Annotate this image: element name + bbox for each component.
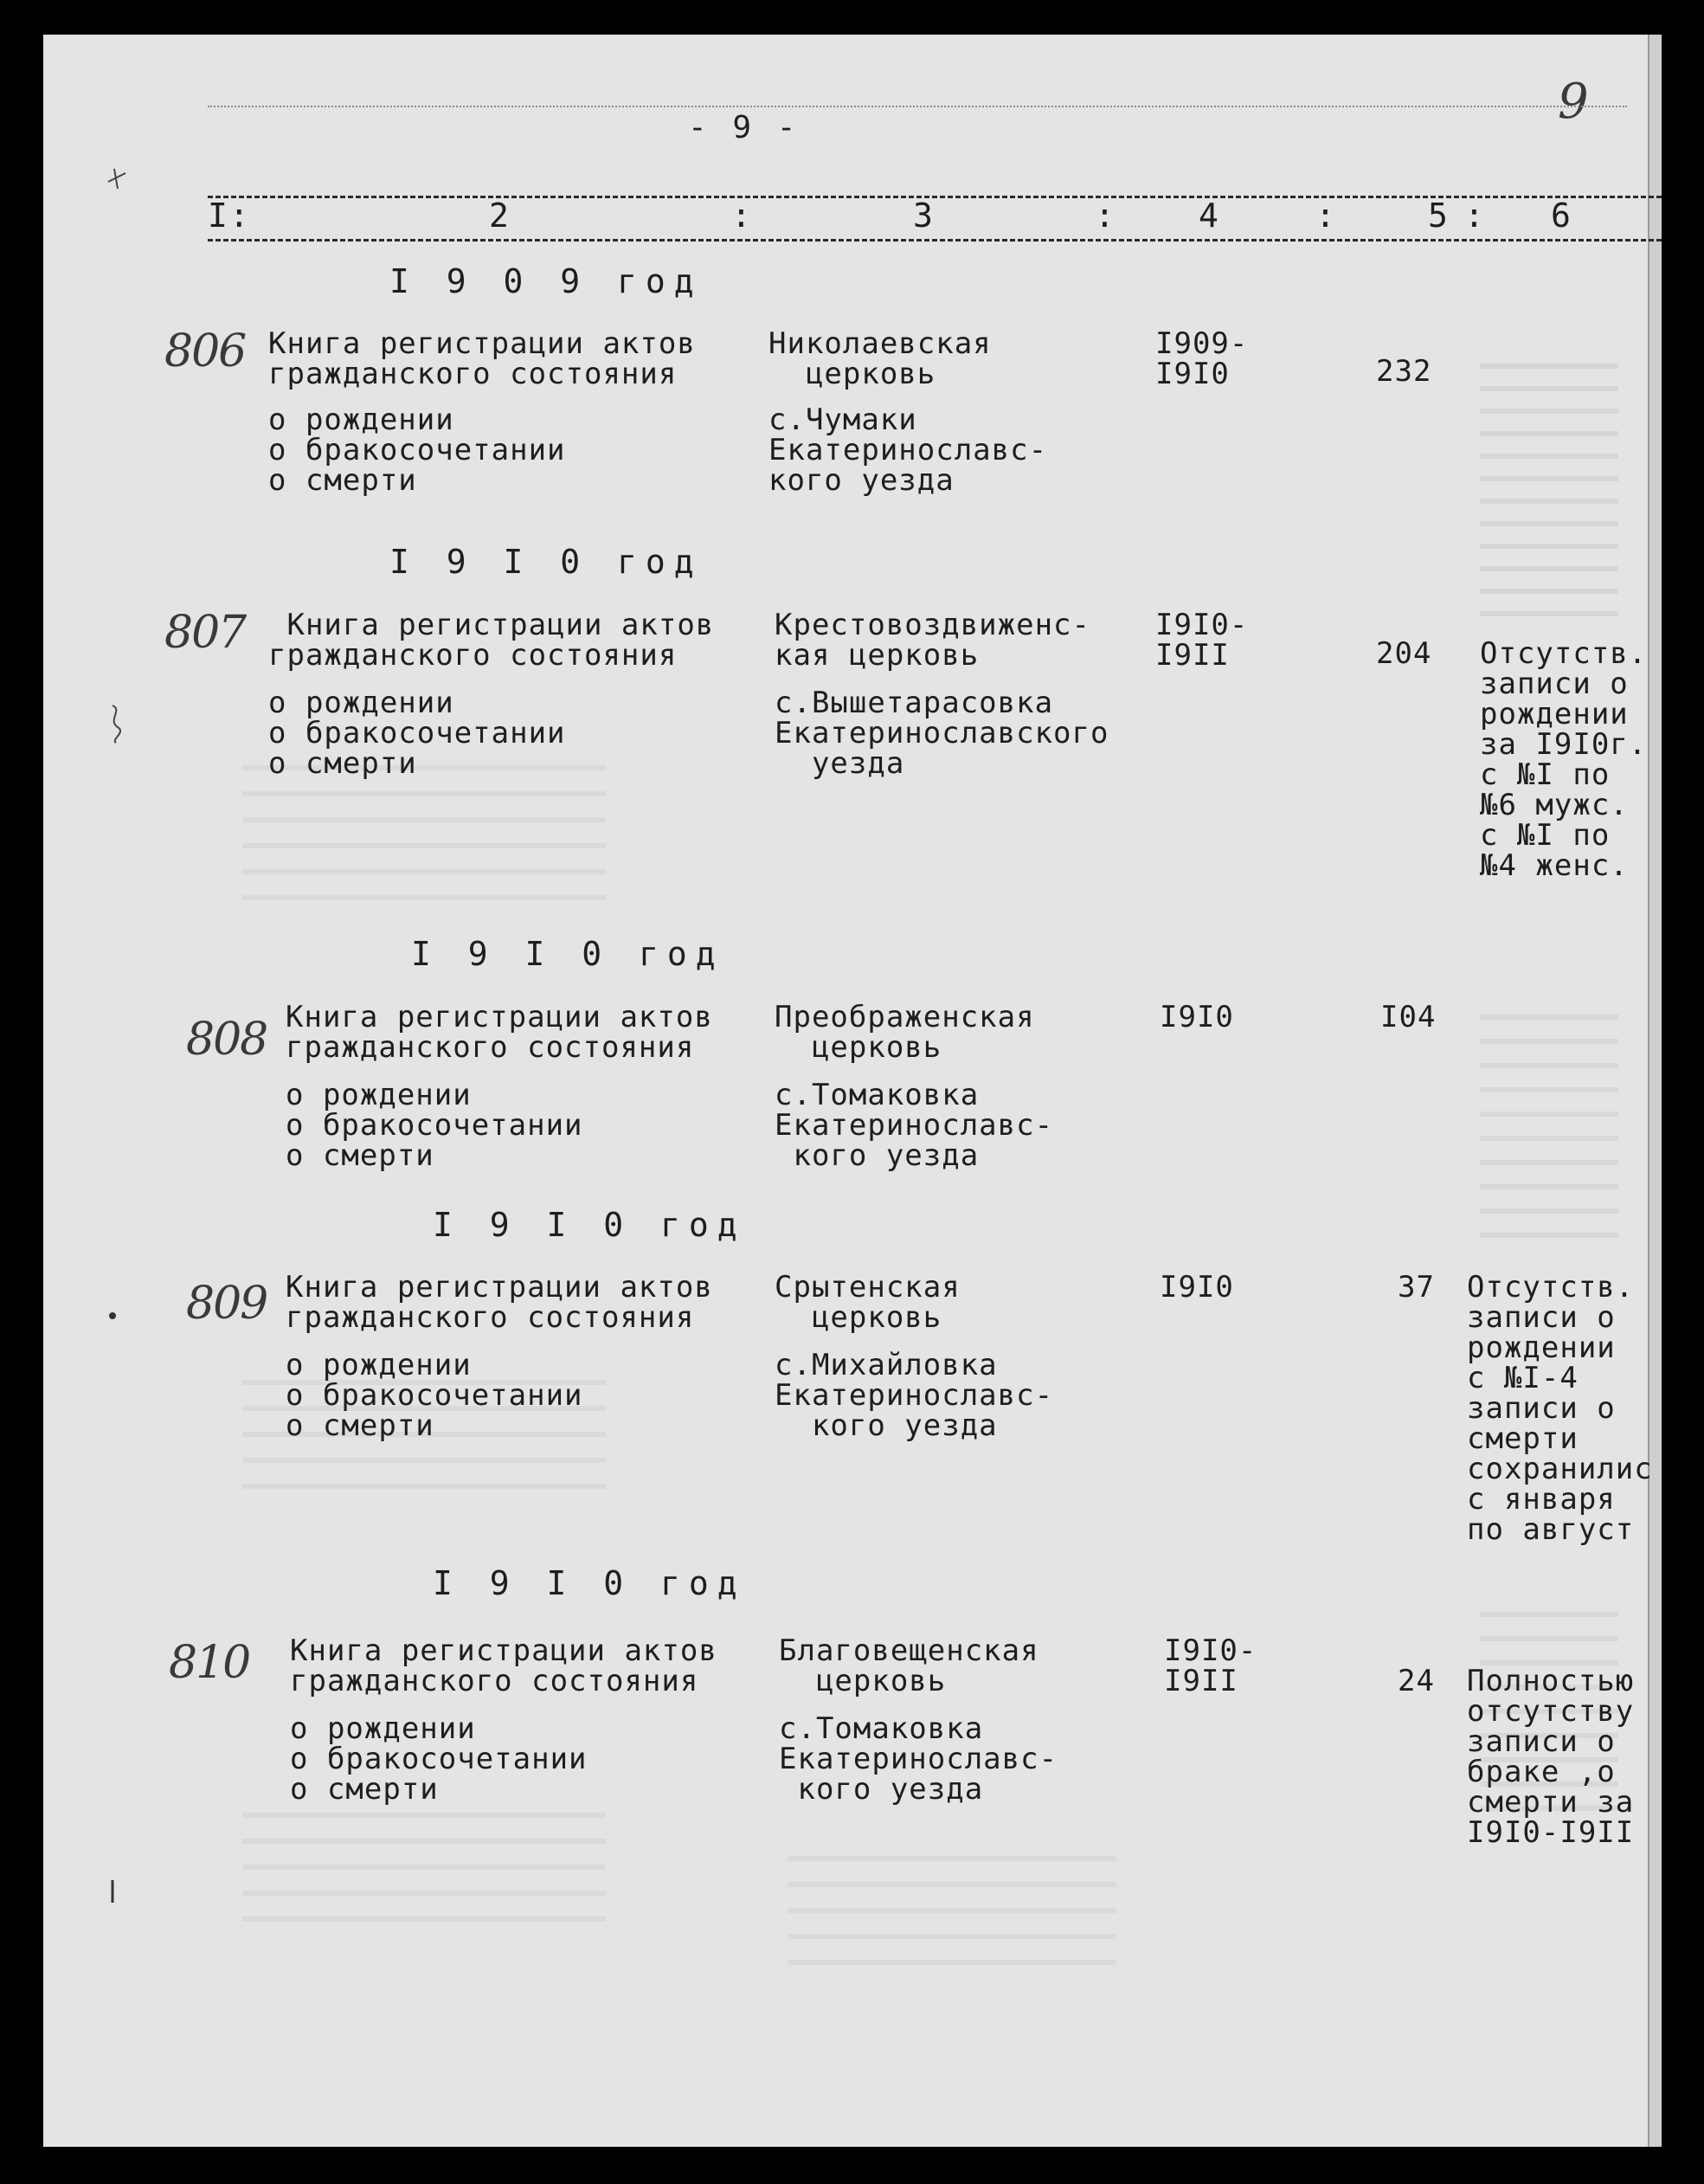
church-line: церковь — [775, 1030, 942, 1065]
typed-page-number: - 9 - — [688, 110, 800, 145]
remark-line: сохранилис — [1467, 1452, 1653, 1486]
year-heading: I 9 I 0 год — [433, 1564, 746, 1602]
remark-line: I9I0-I9II — [1467, 1815, 1635, 1850]
place-line: Екатеринославс- — [768, 433, 1048, 467]
place-line: кого уезда — [775, 1408, 998, 1443]
record-type: о смерти — [286, 1138, 434, 1173]
show-through-marks — [788, 1835, 1116, 1982]
sheet-count: I04 — [1380, 1000, 1437, 1034]
entry-number: 808 — [186, 1014, 267, 1066]
book-title-line: гражданского состояния — [268, 638, 678, 673]
header-bottom-rule — [208, 239, 1662, 242]
remark-line: записи о — [1467, 1724, 1616, 1759]
remark-line: браке ,о — [1467, 1755, 1616, 1789]
remark-line: за I9I0г. — [1480, 727, 1648, 762]
church-line: церковь — [779, 1664, 947, 1698]
sheet-count: 37 — [1398, 1270, 1435, 1305]
book-title — [268, 610, 714, 671]
entry-number: 806 — [164, 325, 246, 377]
remark-line: отсутству — [1467, 1694, 1635, 1729]
remark-line: №4 женс. — [1480, 848, 1629, 883]
church-line: Преображенская — [775, 1000, 1035, 1034]
date-line: I9II — [1164, 1664, 1238, 1698]
entry-number: 807 — [164, 607, 246, 659]
place-line: с.Томаковка — [775, 1078, 980, 1112]
record-types — [290, 1711, 588, 1807]
remark-line: рождении — [1480, 697, 1629, 731]
book-title — [286, 1272, 713, 1333]
remark-line: с января — [1467, 1482, 1616, 1517]
remark-line: рождении — [1467, 1330, 1616, 1365]
col-separator: : — [1464, 196, 1486, 235]
place-line: кого уезда — [768, 463, 955, 498]
col-number-4: 4 — [1199, 196, 1220, 235]
remarks — [1467, 1666, 1634, 1848]
place-name — [779, 1711, 1058, 1807]
year-heading: I 9 I 0 год — [389, 543, 703, 581]
date-range — [1155, 610, 1248, 671]
col-number-1: I: — [208, 196, 251, 235]
remark-line: с №I по — [1480, 757, 1611, 792]
col-number-5: 5 — [1428, 196, 1450, 235]
place-name — [775, 688, 1109, 779]
year-heading: I 9 0 9 год — [389, 262, 703, 300]
sheet-count: 232 — [1376, 354, 1432, 389]
church-line: Крестовоздвиженс- — [775, 608, 1090, 642]
church-name — [775, 1272, 961, 1333]
book-title — [290, 1633, 717, 1698]
place-line: Екатеринославского — [775, 716, 1109, 751]
place-line: Екатеринославс- — [775, 1108, 1054, 1143]
date-line: I909- — [1155, 326, 1249, 361]
col-separator: : — [731, 196, 753, 235]
place-line: Екатеринославс- — [779, 1742, 1058, 1776]
record-type: о смерти — [286, 1408, 434, 1443]
date-line: I9I0 — [1155, 357, 1230, 391]
record-type: о бракосочетании — [286, 1108, 583, 1143]
place-line: с.Вышетарасовка — [775, 686, 1054, 720]
record-type: о бракосочетании — [268, 433, 566, 467]
record-types — [268, 688, 566, 779]
record-type: о смерти — [268, 746, 417, 781]
page-edge — [1648, 35, 1662, 2147]
remark-line: Отсутств. — [1467, 1270, 1635, 1305]
date-line: I9I0 — [1160, 1270, 1234, 1305]
col-separator: : — [1315, 196, 1337, 235]
place-line: с.Томаковка — [779, 1711, 984, 1746]
year-heading: I 9 I 0 год — [433, 1206, 746, 1244]
church-line: кая церковь — [775, 638, 980, 673]
remark-line: по август — [1467, 1512, 1635, 1547]
book-title-line: Книга регистрации актов — [268, 608, 715, 642]
remark-line: Полностью — [1467, 1664, 1635, 1698]
record-type: о рождении — [268, 403, 454, 437]
book-title-line: Книга регистрации актов — [286, 1000, 713, 1034]
remark-line: смерти за — [1467, 1785, 1635, 1820]
stamped-page-number: 9 — [1558, 74, 1587, 130]
church-line: Срытенская — [775, 1270, 961, 1305]
remark-line: записи о — [1467, 1391, 1616, 1426]
record-type: о рождении — [286, 1348, 472, 1382]
place-line: уезда — [775, 746, 905, 781]
date-line: I9I0 — [1160, 1000, 1234, 1034]
record-type: о смерти — [268, 463, 417, 498]
year-heading: I 9 I 0 год — [411, 935, 724, 973]
place-name — [775, 1350, 1053, 1441]
remark-line: с №I по — [1480, 818, 1611, 853]
book-title-line: гражданского состояния — [268, 357, 678, 391]
remarks — [1467, 1272, 1653, 1545]
church-line: церковь — [768, 357, 936, 391]
remark-line: с №I-4 — [1467, 1361, 1579, 1395]
date-line: I9I0- — [1164, 1633, 1257, 1668]
church-line: церковь — [775, 1300, 942, 1335]
book-title-line: Книга регистрации актов — [286, 1270, 713, 1305]
margin-pen-mark — [104, 164, 130, 190]
book-title-line: гражданского состояния — [286, 1030, 695, 1065]
church-name — [779, 1633, 1039, 1698]
remark-line: записи о — [1467, 1300, 1616, 1335]
entry-number: 810 — [169, 1637, 250, 1689]
show-through-marks — [1480, 995, 1618, 1255]
book-title-line: Книга регистрации актов — [268, 326, 696, 361]
date-range — [1155, 326, 1249, 391]
sheet-count: 204 — [1376, 636, 1432, 671]
date-range — [1160, 1002, 1234, 1033]
margin-pen-mark — [104, 1307, 121, 1324]
show-through-marks — [242, 1792, 606, 1939]
book-title-line: гражданского состояния — [286, 1300, 695, 1335]
place-line: с.Чумаки — [768, 403, 917, 437]
col-number-3: 3 — [913, 196, 935, 235]
document-page — [43, 35, 1662, 2147]
remark-line: смерти — [1467, 1421, 1579, 1456]
remark-line: Отсутств. — [1480, 636, 1648, 671]
record-type: о смерти — [290, 1772, 439, 1807]
place-line: с.Михайловка — [775, 1348, 998, 1382]
remark-line: записи о — [1480, 667, 1629, 701]
record-type: о рождении — [286, 1078, 472, 1112]
remark-line: №6 мужс. — [1480, 788, 1629, 822]
top-dotted-line — [208, 106, 1627, 107]
entry-number: 809 — [186, 1278, 267, 1330]
remarks — [1480, 636, 1648, 883]
show-through-marks — [1480, 346, 1618, 623]
record-types — [268, 405, 566, 496]
church-name — [768, 326, 992, 391]
book-title-line: Книга регистрации актов — [290, 1633, 717, 1668]
record-type: о бракосочетании — [290, 1742, 588, 1776]
col-separator: : — [1095, 196, 1116, 235]
book-title — [286, 1002, 713, 1063]
col-number-6: 6 — [1551, 196, 1572, 235]
place-line: Екатеринославс- — [775, 1378, 1054, 1413]
book-title — [268, 326, 696, 391]
date-line: I9I0- — [1155, 608, 1249, 642]
record-type: о рождении — [290, 1711, 476, 1746]
church-line: Николаевская — [768, 326, 992, 361]
record-types — [286, 1080, 583, 1171]
record-types — [286, 1350, 583, 1441]
date-range — [1160, 1272, 1234, 1303]
col-number-2: 2 — [489, 196, 511, 235]
date-line: I9II — [1155, 638, 1230, 673]
place-name — [768, 405, 1047, 496]
place-name — [775, 1080, 1053, 1171]
church-name — [775, 610, 1090, 671]
date-range — [1164, 1633, 1257, 1698]
church-line: Благовещенская — [779, 1633, 1039, 1668]
church-name — [775, 1002, 1035, 1063]
book-title-line: гражданского состояния — [290, 1664, 699, 1698]
sheet-count: 24 — [1398, 1664, 1435, 1698]
record-type: о рождении — [268, 686, 454, 720]
margin-pen-mark — [104, 1878, 121, 1904]
record-type: о бракосочетании — [268, 716, 566, 751]
record-type: о бракосочетании — [286, 1378, 583, 1413]
place-line: кого уезда — [775, 1138, 980, 1173]
place-line: кого уезда — [779, 1772, 984, 1807]
margin-pen-mark — [104, 701, 130, 744]
